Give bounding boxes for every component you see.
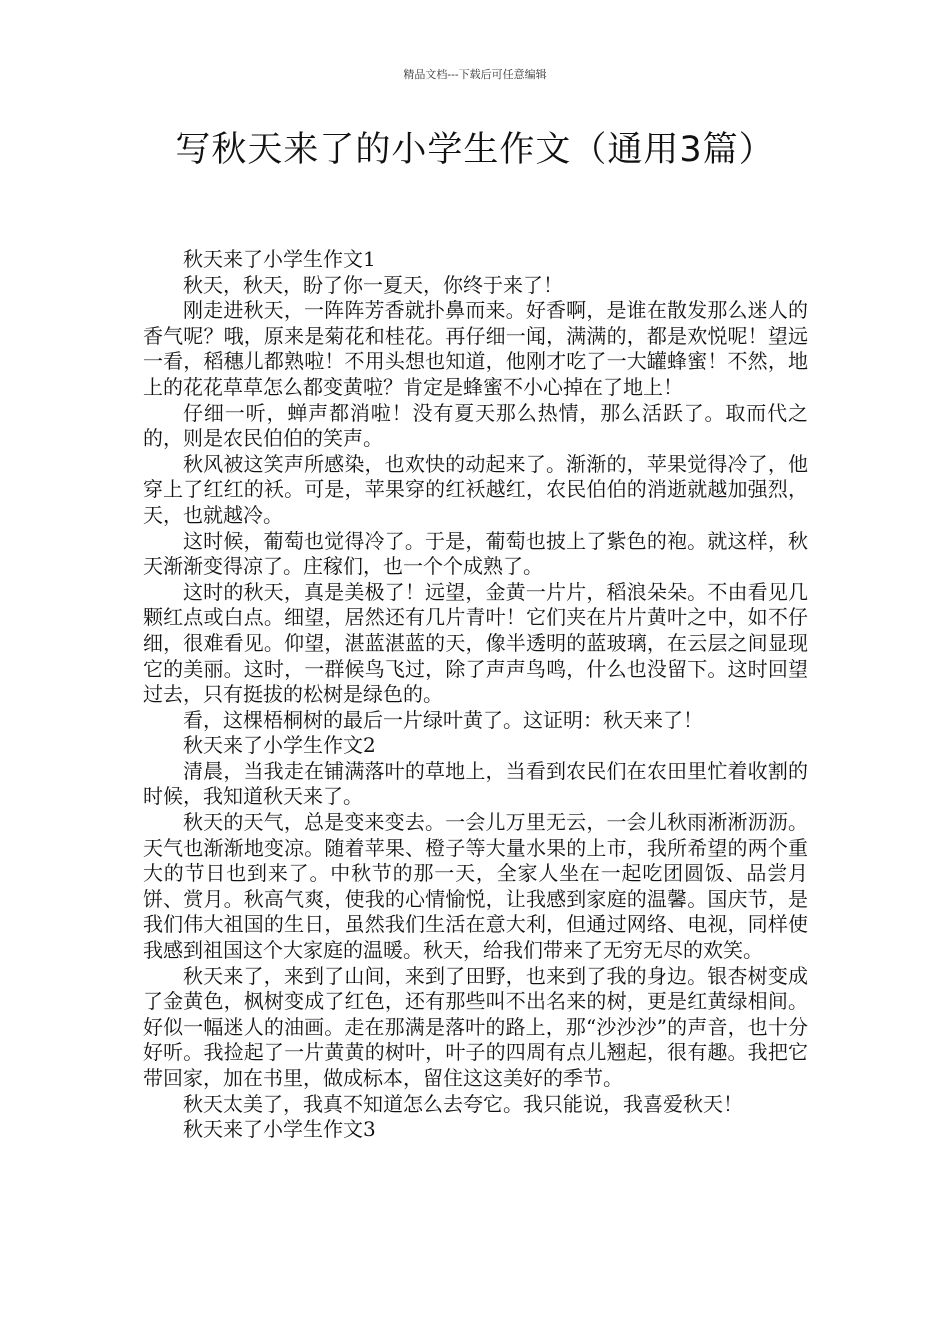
paragraph: 秋天太美了，我真不知道怎么去夸它。我只能说，我喜爱秋天！ bbox=[183, 1091, 743, 1116]
section-heading-3: 秋天来了小学生作文3 bbox=[183, 1117, 376, 1142]
section-heading-2: 秋天来了小学生作文2 bbox=[183, 733, 376, 758]
paragraph: 仔细一听，蝉声都消啦！没有夏天那么热情，那么活跃了。取而代之的，则是农民伯伯的笑声。 bbox=[143, 400, 808, 451]
paragraph: 秋天，秋天，盼了你一夏天，你终于来了！ bbox=[183, 272, 563, 297]
document-title: 写秋天来了的小学生作文（通用3篇） bbox=[175, 130, 775, 170]
paragraph: 这时的秋天，真是美极了！远望，金黄一片片，稻浪朵朵。不由看见几颗红点或白点。细望，居然还有几片青叶！它们夹在片片黄叶之中，如不仔细，很难看见。仰望，湛蓝湛蓝的天，像半透明的蓝玻璃，在云层之间显现它的美丽。这时，一群候鸟飞过，除了声声鸟鸣，什么也没留下。这时回望过去，只有挺拔的松树是绿色的。 bbox=[143, 579, 808, 707]
page-header-note: 精品文档---下载后可任意编辑 bbox=[403, 68, 547, 81]
section-heading-1: 秋天来了小学生作文1 bbox=[183, 247, 376, 271]
paragraph: 看，这棵梧桐树的最后一片绿叶黄了。这证明：秋天来了！ bbox=[183, 707, 703, 732]
document-body bbox=[143, 247, 808, 1143]
paragraph: 秋风被这笑声所感染，也欢快的动起来了。渐渐的，苹果觉得冷了，他穿上了红红的袄。可是，苹果穿的红袄越红，农民伯伯的消逝就越加强烈，天，也就越冷。 bbox=[143, 451, 808, 527]
paragraph: 这时候，葡萄也觉得冷了。于是，葡萄也披上了紫色的袍。就这样，秋天渐渐变得凉了。庄稼们，也一个个成熟了。 bbox=[143, 528, 808, 579]
paragraph: 秋天来了，来到了山间，来到了田野，也来到了我的身边。银杏树变成了金黄色，枫树变成了红色，还有那些叫不出名来的树，更是红黄绿相间。好似一幅迷人的油画。走在那满是落叶的路上，那“沙沙沙”的声音，也十分好听。我捡起了一片黄黄的树叶，叶子的四周有点儿翘起，很有趣。我把它带回家，加在书里，做成标本，留住这这美好的季节。 bbox=[143, 963, 808, 1090]
paragraph: 刚走进秋天，一阵阵芳香就扑鼻而来。好香啊，是谁在散发那么迷人的香气呢？哦，原来是菊花和桂花。再仔细一闻，满满的，都是欢悦呢！望远一看，稻穗儿都熟啦！不用头想也知道，他刚才吃了一大罐蜂蜜！不然，地上的花花草草怎么都变黄啦？肯定是蜂蜜不小心掉在了地上！ bbox=[143, 298, 808, 399]
paragraph: 清晨，当我走在铺满落叶的草地上，当看到农民们在农田里忙着收割的时候，我知道秋天来了。 bbox=[143, 758, 808, 809]
paragraph: 秋天的天气，总是变来变去。一会儿万里无云，一会儿秋雨淅淅沥沥。天气也渐渐地变凉。随着苹果、橙子等大量水果的上市，我所希望的两个重大的节日也到来了。中秋节的那一天，全家人坐在一起吃团圆饭、品尝月饼、赏月。秋高气爽，使我的心情愉悦，让我感到家庭的温馨。国庆节，是我们伟大祖国的生日，虽然我们生活在意大利，但通过网络、电视，同样使我感到祖国这个大家庭的温暖。秋天，给我们带来了无穷无尽的欢笑。 bbox=[143, 810, 808, 963]
